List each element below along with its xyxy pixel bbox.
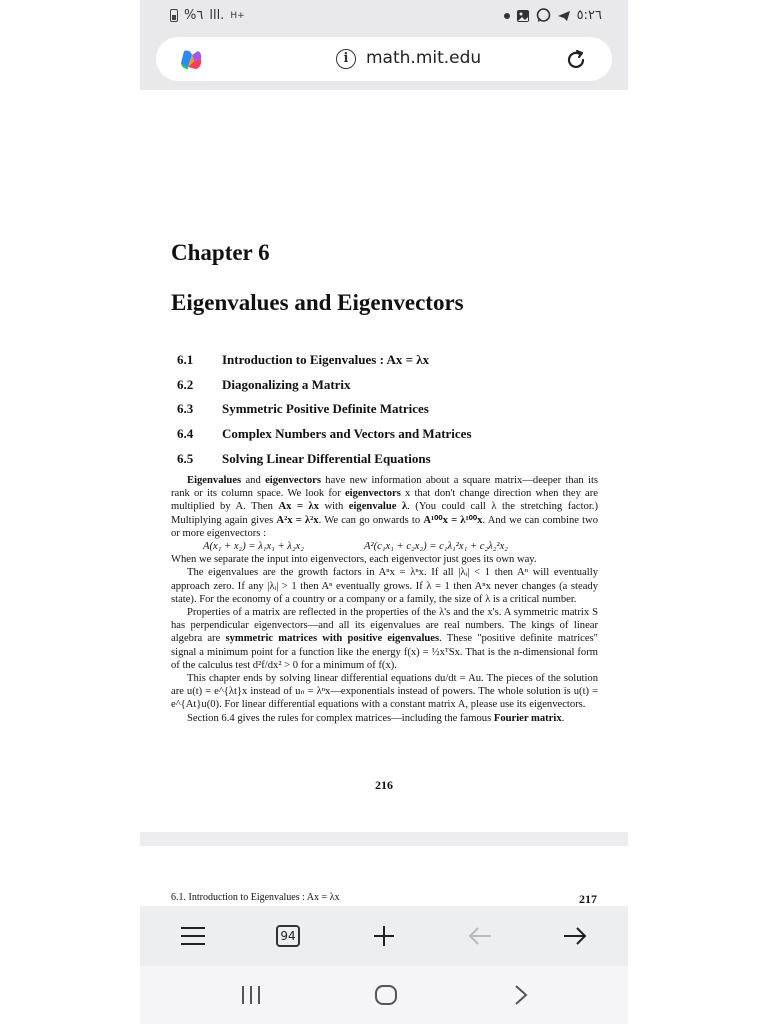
page-number: 216 (375, 778, 393, 792)
toc-label: Introduction to Eigenvalues : Ax = λx (222, 352, 430, 368)
text-run: x that don't change direction when they are multiplied by A. Then (171, 488, 598, 513)
battery-percent: %٦ (184, 8, 204, 23)
toc-number: 6.4 (177, 426, 194, 442)
system-nav-bar (140, 966, 628, 1024)
text-run: Fourier matrix (493, 712, 562, 724)
plus-icon (372, 924, 396, 948)
site-info-icon[interactable]: i (336, 49, 356, 69)
paragraph: The eigenvalues are the growth factors in Aⁿx = λⁿx. If all |λᵢ| < 1 then Aⁿ will eventually approach zero. If any |λᵢ| > 1 then Aⁿ eventually grows. If λ = 1 then Aⁿx never changes (a steady state). For the economy of a country or a company or a family, the size of λ is a critical number. (171, 567, 598, 605)
chapter-title: Eigenvalues and Eigenvectors (171, 290, 464, 315)
text-run: . (You could call λ the stretching factor.) Multiplying again gives (171, 501, 598, 526)
equation: A(x₁ + x₂) = λ₁x₁ + λ₂x₂ (203, 541, 304, 553)
chapter-heading: Chapter 6 (171, 240, 270, 265)
paragraph (171, 712, 598, 725)
notification-dot-icon (504, 13, 510, 19)
status-bar (140, 0, 628, 34)
phone-screen (140, 0, 628, 1024)
telegram-icon (557, 9, 571, 23)
paragraph: When we separate the input into eigenvectors, each eigenvector just goes its own way. (171, 554, 537, 566)
forward-button[interactable] (560, 922, 590, 950)
page-divider (140, 832, 628, 846)
text-run: eigenvalue λ (348, 501, 408, 513)
reload-icon[interactable] (564, 48, 588, 72)
text-run: . We can go onwards to (318, 514, 424, 526)
toc-number: 6.2 (177, 376, 194, 392)
table-of-contents (177, 348, 597, 471)
text-run: . (561, 712, 565, 724)
copilot-icon[interactable] (178, 47, 204, 73)
text-run: have new information about a square matrix—deeper than its rank or its column space. We look for (171, 475, 599, 500)
gallery-icon (516, 9, 530, 23)
text-run: . And we can combine two or more eigenvectors : (171, 514, 599, 539)
toc-item[interactable] (177, 446, 597, 471)
whatsapp-icon (536, 8, 551, 23)
address-bar[interactable] (156, 37, 612, 81)
toc-label: Solving Linear Differential Equations (222, 450, 431, 466)
text-run: A¹⁰⁰x = λ¹⁰⁰x (423, 514, 483, 526)
status-right (504, 8, 602, 23)
text-run: . These "positive definite matrices" signal a minimum point for a function like the energy f(x) = ½xᵀSx. That is the n-dimensional form of the calculus test d²f/dx² > 0 for a minimum of f(x). (171, 633, 599, 671)
clock: ٥:٢٦ (576, 8, 602, 23)
next-page-number: 217 (579, 892, 597, 906)
arrow-right-icon (563, 926, 587, 946)
toc-item[interactable] (177, 373, 597, 398)
url-text[interactable]: math.mit.edu (366, 48, 482, 68)
back-button[interactable] (465, 922, 495, 950)
new-tab-button[interactable] (369, 922, 399, 950)
paragraph: This chapter ends by solving linear differential equations du/dt = Au. The pieces of the solution are u(t) = e^{λt}x instead of uₙ = λⁿx—exponentials instead of powers. The whole solution is u(t) = e^{At}u(0). For linear differential equations with a constant matrix A, please use its eigenvectors. (171, 673, 598, 711)
battery-icon (170, 9, 178, 22)
home-button[interactable] (371, 982, 401, 1008)
body-text (171, 474, 598, 725)
tabs-button[interactable] (273, 922, 303, 950)
text-run: Eigenvalues (187, 475, 242, 486)
tab-count: 94 (276, 925, 300, 947)
next-pdf-page (140, 846, 628, 906)
status-left (170, 8, 245, 23)
signal-icon: lll. (209, 8, 225, 23)
text-run: eigenvectors (265, 475, 321, 486)
text-run: and (241, 475, 266, 486)
toc-number: 6.3 (177, 401, 194, 417)
toc-label: Symmetric Positive Definite Matrices (222, 401, 429, 417)
hamburger-icon (180, 925, 206, 947)
toc-label: Complex Numbers and Vectors and Matrices (222, 426, 472, 442)
text-run: symmetric matrices with positive eigenvalues (225, 633, 440, 645)
toc-item[interactable] (177, 397, 597, 422)
recents-icon (240, 985, 262, 1005)
text-run: Ax = λx (278, 501, 319, 513)
paragraph (171, 606, 598, 672)
browser-toolbar (140, 906, 628, 966)
toc-number: 6.1 (177, 352, 194, 368)
text-run: eigenvectors (344, 488, 401, 500)
text-run: A²x = λ²x (276, 514, 319, 526)
recents-button[interactable] (236, 982, 266, 1008)
menu-button[interactable] (178, 922, 208, 950)
equation-line (171, 540, 598, 553)
equation: A²(c₁x₁ + c₂x₂) = c₁λ₁²x₁ + c₂λ₂²x₂ (363, 541, 508, 553)
data-icon: H+ (230, 10, 245, 21)
text-run: Section 6.4 gives the rules for complex matrices—including the famous (187, 712, 494, 724)
text-run: with (318, 501, 349, 513)
back-nav-button[interactable] (506, 982, 536, 1008)
toc-number: 6.5 (177, 450, 194, 466)
pdf-page (140, 90, 628, 832)
text-run: Properties of a matrix are reflected in the properties of the λ's and the x's. A symmetric matrix S has perpendicular eigenvectors—and all its eigenvalues are real numbers. The kings of linear algebra are (171, 607, 598, 645)
toc-item[interactable] (177, 422, 597, 447)
home-icon (374, 984, 398, 1006)
running-header: 6.1. Introduction to Eigenvalues : Ax = λx (171, 892, 340, 903)
chevron-right-icon (513, 984, 529, 1006)
paragraph-intro (171, 474, 598, 540)
toc-label: Diagonalizing a Matrix (222, 376, 351, 392)
toc-item[interactable] (177, 348, 597, 373)
arrow-left-icon (468, 926, 492, 946)
